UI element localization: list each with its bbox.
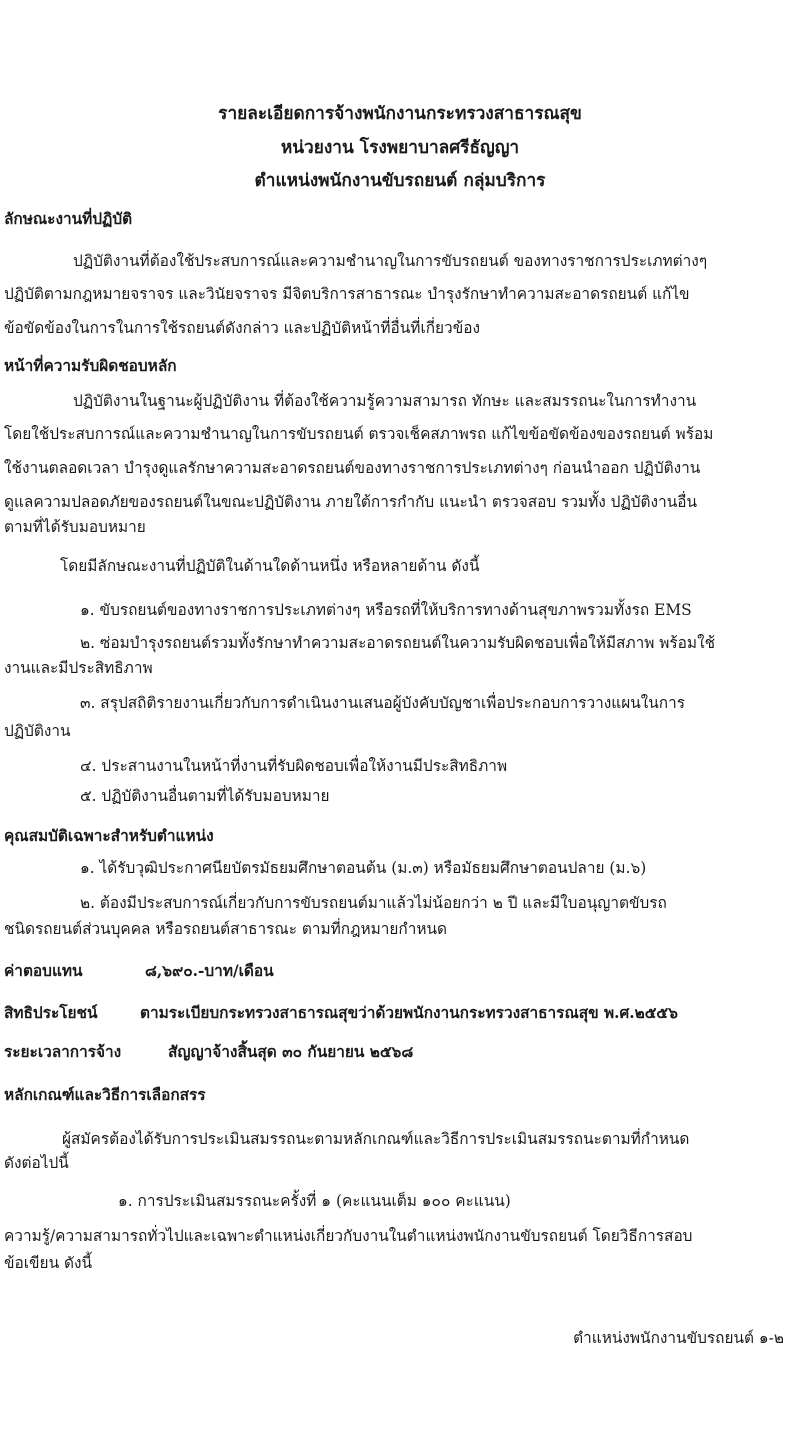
- section-heading-selection: หลักเกณฑ์และวิธีการเลือกสรร: [4, 1086, 206, 1104]
- title-line-1: รายละเอียดการจ้างพนักงานกระทรวงสาธารณสุข: [218, 104, 582, 124]
- duty-item-4: ๔. ประสานงานในหน้าที่งานที่รับผิดชอบเพื่อให้งานมีประสิทธิภาพ: [80, 757, 508, 775]
- title-line-3: ตำแหน่งพนักงานขับรถยนต์ กลุ่มบริการ: [254, 171, 546, 191]
- section-heading-duties: หน้าที่ความรับผิดชอบหลัก: [4, 357, 177, 375]
- page-footer: ตำแหน่งพนักงานขับรถยนต์ ๑-๒: [573, 1329, 784, 1347]
- qualification-line-3: ชนิดรถยนต์ส่วนบุคคล หรือรถยนต์สาธารณะ ตามที่กฎหมายกำหนด: [4, 920, 448, 938]
- nature-line-3: ข้อขัดข้องในการในการใช้รถยนต์ดังกล่าว และปฏิบัติหน้าที่อื่นที่เกี่ยวข้อง: [4, 319, 480, 337]
- selection-line-4: ข้อเขียน ดังนี้: [4, 1254, 93, 1272]
- qualification-line-2: ๒. ต้องมีประสบการณ์เกี่ยวกับการขับรถยนต์มาแล้วไม่น้อยกว่า ๒ ปี และมีใบอนุญาตขับรถ: [80, 894, 667, 912]
- nature-line-1: ปฏิบัติงานที่ต้องใช้ประสบการณ์และความชำนาญในการขับรถยนต์ ของทางราชการประเภทต่างๆ: [73, 252, 708, 270]
- duty-item-5: ๕. ปฏิบัติงานอื่นตามที่ได้รับมอบหมาย: [80, 787, 330, 805]
- title-line-2: หน่วยงาน โรงพยาบาลศรีธัญญา: [280, 138, 520, 158]
- duties-intro: โดยมีลักษณะงานที่ปฏิบัติในด้านใดด้านหนึ่ง หรือหลายด้าน ดังนี้: [60, 557, 480, 575]
- duties-line-4: ดูแลความปลอดภัยของรถยนต์ในขณะปฏิบัติงาน ภายใต้การกำกับ แนะนำ ตรวจสอบ รวมทั้ง ปฏิบัติงานอื่น: [4, 493, 697, 511]
- selection-item-1: ๑. การประเมินสมรรถนะครั้งที่ ๑ (คะแนนเต็ม ๑๐๐ คะแนน): [118, 1192, 511, 1210]
- duty-item-1: ๑. ขับรถยนต์ของทางราชการประเภทต่างๆ หรือรถที่ให้บริการทางด้านสุขภาพรวมทั้งรถ EMS: [80, 601, 692, 619]
- duty-item-3: ๓. สรุปสถิติรายงานเกี่ยวกับการดำเนินงานเสนอผู้บังคับบัญชาเพื่อประกอบการวางแผนในการ: [80, 694, 686, 712]
- period-label: ระยะเวลาการจ้าง: [4, 1043, 122, 1061]
- nature-line-2: ปฏิบัติตามกฎหมายจราจร และวินัยจราจร มีจิตบริการสาธารณะ บำรุงรักษาทำความสะอาดรถยนต์ แก้ไข: [4, 285, 690, 303]
- duties-line-1: ปฏิบัติงานในฐานะผู้ปฏิบัติงาน ที่ต้องใช้ความรู้ความสามารถ ทักษะ และสมรรถนะในการทำงาน: [73, 392, 697, 410]
- duty-item-3-cont: ปฏิบัติงาน: [4, 722, 71, 740]
- duties-line-2: โดยใช้ประสบการณ์และความชำนาญในการขับรถยนต์ ตรวจเช็คสภาพรถ แก้ไขข้อขัดข้องของรถยนต์ พร้อม: [4, 425, 714, 443]
- selection-line-2: ดังต่อไปนี้: [4, 1154, 69, 1172]
- duties-line-5: ตามที่ได้รับมอบหมาย: [4, 518, 146, 536]
- selection-line-1: ผู้สมัครต้องได้รับการประเมินสมรรถนะตามหลักเกณฑ์และวิธีการประเมินสมรรถนะตามที่กำหนด: [62, 1130, 690, 1148]
- pay-label: ค่าตอบแทน: [4, 962, 83, 980]
- qualification-line-1: ๑. ได้รับวุฒิประกาศนียบัตรมัธยมศึกษาตอนต้น (ม.๓) หรือมัธยมศึกษาตอนปลาย (ม.๖): [80, 859, 647, 877]
- benefits-value: ตามระเบียบกระทรวงสาธารณสุขว่าด้วยพนักงานกระทรวงสาธารณสุข พ.ศ.๒๕๕๖: [140, 1004, 678, 1022]
- section-heading-nature: ลักษณะงานที่ปฏิบัติ: [4, 210, 133, 228]
- duty-item-2: ๒. ซ่อมบำรุงรถยนต์รวมทั้งรักษาทำความสะอาดรถยนต์ในความรับผิดชอบเพื่อให้มีสภาพ พร้อมใช้: [80, 634, 716, 652]
- duties-line-3: ใช้งานตลอดเวลา บำรุงดูแลรักษาความสะอาดรถยนต์ของทางราชการประเภทต่างๆ ก่อนนำออก ปฏิบัติงาน: [4, 459, 701, 477]
- duty-item-2-cont: งานและมีประสิทธิภาพ: [4, 659, 153, 677]
- benefits-label: สิทธิประโยชน์: [4, 1004, 98, 1022]
- pay-value: ๘,๖๙๐.-บาท/เดือน: [145, 962, 274, 980]
- selection-line-3: ความรู้/ความสามารถทั่วไปและเฉพาะตำแหน่งเกี่ยวกับงานในตำแหน่งพนักงานขับรถยนต์ โดยวิธีการสอบ: [4, 1227, 693, 1245]
- section-heading-qualifications: คุณสมบัติเฉพาะสำหรับตำแหน่ง: [4, 827, 214, 845]
- period-value: สัญญาจ้างสิ้นสุด ๓๐ กันยายน ๒๕๖๘: [168, 1043, 414, 1061]
